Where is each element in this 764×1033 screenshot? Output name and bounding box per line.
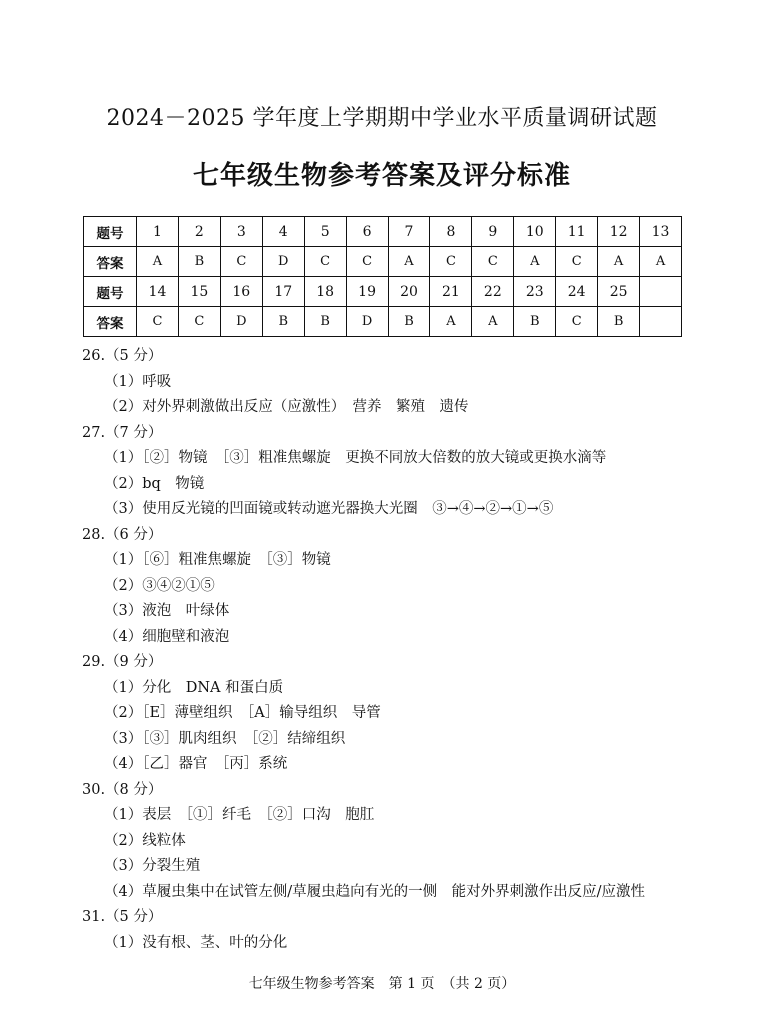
table-cell-answer: B: [178, 247, 220, 277]
answer-line: （1）表层 ［①］纤毛 ［②］口沟 胞肛: [104, 807, 375, 823]
answer-line: （4）［乙］器官 ［丙］系统: [104, 756, 288, 772]
table-cell-number: 13: [640, 217, 682, 247]
answer-line: （3）分裂生殖: [104, 858, 201, 874]
table-cell-number: 18: [304, 277, 346, 307]
answer-line: （3）液泡 叶绿体: [104, 603, 230, 619]
table-cell-answer: B: [598, 307, 640, 337]
table-row-number-row: [84, 277, 682, 307]
table-cell-number: 2: [178, 217, 220, 247]
answer-list: [82, 344, 702, 956]
table-cell-number: 21: [430, 277, 472, 307]
question-header: 29.（9 分）: [82, 654, 163, 670]
table-row-answer-row: [84, 307, 682, 337]
question-header: 28.（6 分）: [82, 526, 163, 543]
table-row-label: 题号: [84, 277, 137, 307]
answer-line: （2）线粒体: [104, 832, 186, 849]
table-cell-number: 4: [262, 217, 304, 247]
table-cell-answer: C: [304, 247, 346, 277]
answer-line: （1）呼吸: [104, 373, 172, 390]
table-cell-answer: C: [178, 307, 220, 337]
table-cell-answer: A: [137, 247, 179, 277]
table-cell-number: 24: [556, 277, 598, 307]
table-cell-answer: A: [514, 247, 556, 277]
table-cell-answer: C: [556, 307, 598, 337]
table-cell-number: 19: [346, 277, 388, 307]
answer-line: （1）没有根、茎、叶的分化: [104, 934, 288, 951]
table-cell-number: 8: [430, 217, 472, 247]
table-cell-answer: C: [556, 247, 598, 277]
table-cell-number: 20: [388, 277, 430, 307]
table-row-label: 答案: [84, 307, 137, 337]
question-header: 26.（5 分）: [82, 348, 163, 364]
table-cell-number: 9: [472, 217, 514, 247]
table-cell-number: 11: [556, 217, 598, 247]
table-cell-answer: A: [388, 247, 430, 277]
question-header: 27.（7 分）: [82, 424, 163, 441]
answer-line: （1）分化 DNA 和蛋白质: [104, 679, 284, 696]
table-cell-number: 1: [137, 217, 179, 247]
answer-line: （3）使用反光镜的凹面镜或转动遮光器换大光圈 ③→④→②→①→⑤: [104, 501, 554, 517]
table-cell-answer: A: [430, 307, 472, 337]
page-subtitle: 七年级生物参考答案及评分标准: [192, 161, 571, 191]
table-cell-answer: A: [472, 307, 514, 337]
table-row-answer-row: [84, 247, 682, 277]
table-cell-answer: [640, 307, 682, 337]
table-row-number-row: [84, 217, 682, 247]
answer-line: （2）［E］薄壁组织 ［A］输导组织 导管: [104, 705, 381, 721]
table-cell-number: 6: [346, 217, 388, 247]
table-cell-answer: C: [346, 247, 388, 277]
table-cell-number: 10: [514, 217, 556, 247]
table-cell-answer: D: [346, 307, 388, 337]
answer-table: [83, 216, 682, 337]
answer-line: （1）［⑥］粗准焦螺旋 ［③］物镜: [104, 552, 331, 568]
table-cell-answer: C: [430, 247, 472, 277]
question-header: 30.（8 分）: [82, 781, 163, 798]
table-cell-answer: C: [472, 247, 514, 277]
table-cell-number: 15: [178, 277, 220, 307]
table-cell-number: 7: [388, 217, 430, 247]
table-cell-number: 16: [220, 277, 262, 307]
answer-line: （2）对外界刺激做出反应（应激性） 营养 繁殖 遗传: [104, 399, 469, 415]
answer-line: （4）草履虫集中在试管左侧/草履虫趋向有光的一侧 能对外界刺激作出反应/应激性: [104, 883, 645, 900]
table-cell-number: 22: [472, 277, 514, 307]
answer-line: （2）bq 物镜: [104, 475, 205, 492]
table-cell-answer: C: [137, 307, 179, 337]
table-cell-answer: B: [514, 307, 556, 337]
table-cell-answer: A: [640, 247, 682, 277]
table-cell-number: [640, 277, 682, 307]
table-cell-number: 23: [514, 277, 556, 307]
answer-line: （2）③④②①⑤: [104, 577, 215, 594]
table-row-label: 答案: [84, 247, 137, 277]
table-cell-number: 25: [598, 277, 640, 307]
table-cell-answer: B: [388, 307, 430, 337]
question-header: 31.（5 分）: [82, 909, 163, 925]
table-cell-number: 12: [598, 217, 640, 247]
table-cell-number: 14: [137, 277, 179, 307]
page-title: 2024－2025 学年度上学期期中学业水平质量调研试题: [106, 106, 658, 131]
table-cell-number: 3: [220, 217, 262, 247]
page-footer: 七年级生物参考答案 第 1 页 （共 2 页）: [248, 976, 516, 992]
table-cell-answer: B: [304, 307, 346, 337]
answer-line: （1）［②］物镜 ［③］粗准焦螺旋 更换不同放大倍数的放大镜或更换水滴等: [104, 450, 607, 466]
table-cell-answer: D: [220, 307, 262, 337]
table-cell-answer: D: [262, 247, 304, 277]
table-cell-answer: B: [262, 307, 304, 337]
table-row-label: 题号: [84, 217, 137, 247]
table-cell-number: 5: [304, 217, 346, 247]
table-cell-answer: A: [598, 247, 640, 277]
table-cell-number: 17: [262, 277, 304, 307]
answer-line: （3）［③］肌肉组织 ［②］结缔组织: [104, 730, 346, 747]
table-cell-answer: C: [220, 247, 262, 277]
answer-line: （4）细胞壁和液泡: [104, 628, 230, 645]
